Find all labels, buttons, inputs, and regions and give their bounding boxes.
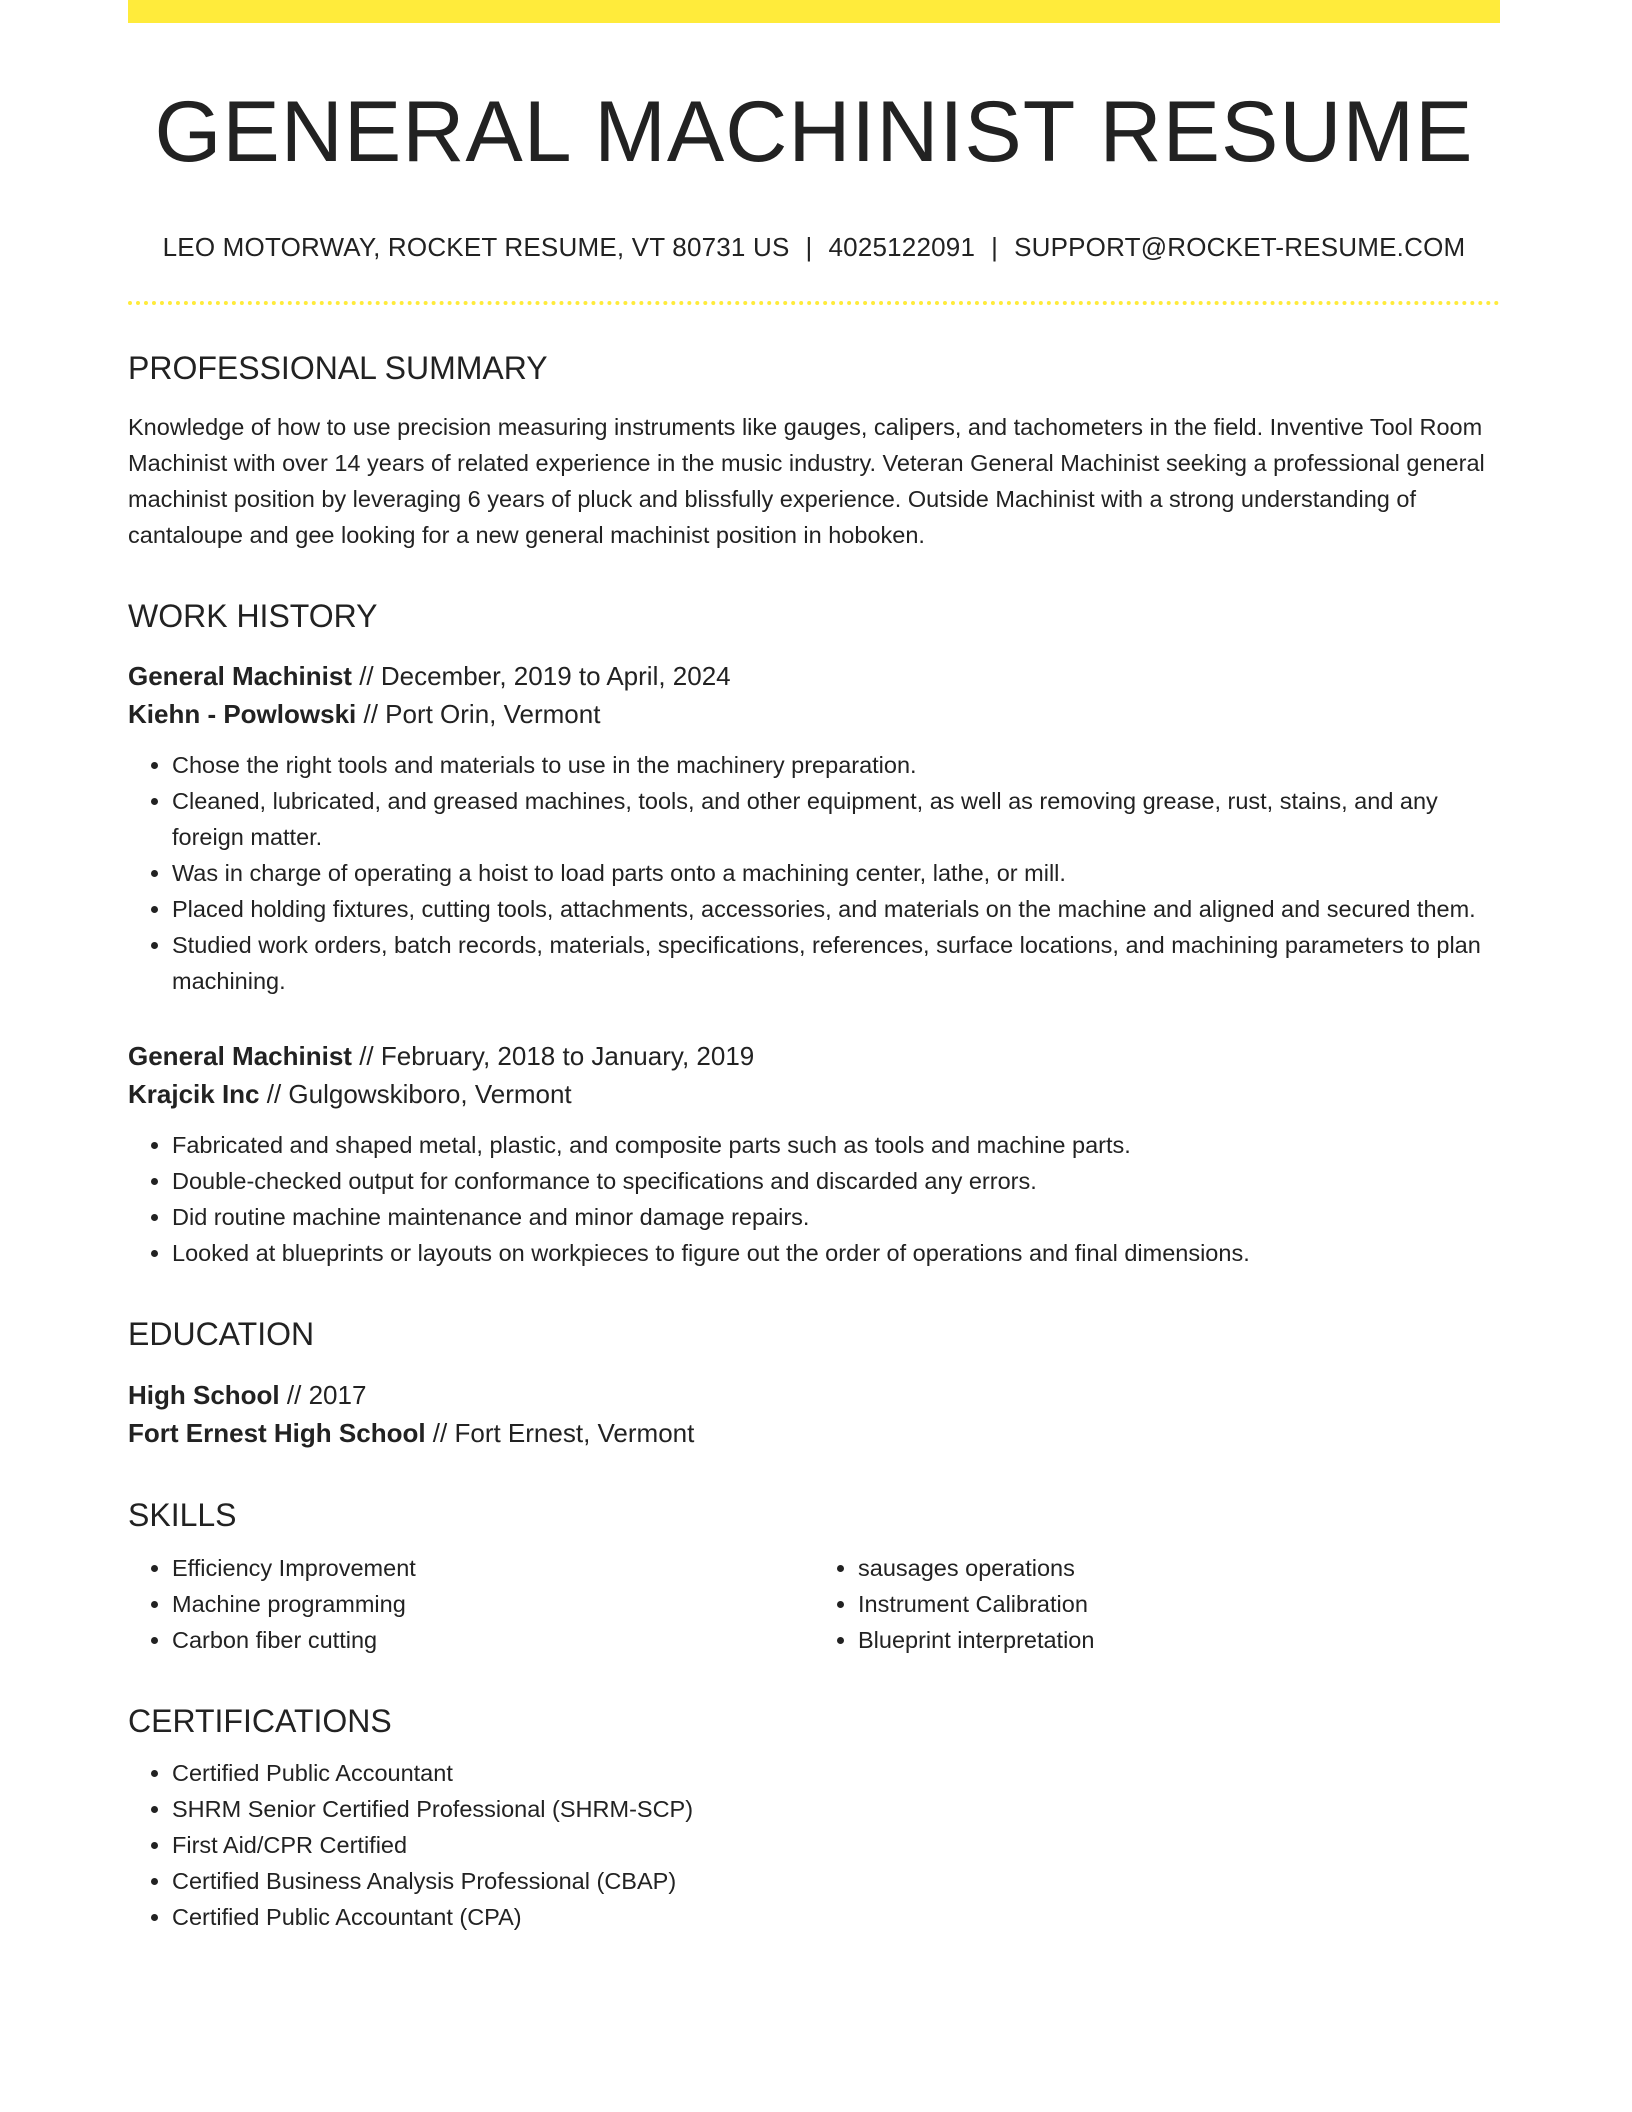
job-location: // Gulgowskiboro, Vermont bbox=[259, 1079, 572, 1110]
job-company: Kiehn - Powlowski bbox=[128, 699, 357, 730]
education-school: Fort Ernest High School bbox=[128, 1417, 426, 1448]
list-item: • SHRM Senior Certified Professional (SHRM-SCP) bbox=[172, 1791, 1500, 1827]
list-item: • Was in charge of operating a hoist to load parts onto a machining center, lathe, or mill. bbox=[172, 855, 1500, 891]
education-location: // Fort Ernest, Vermont bbox=[425, 1417, 695, 1448]
contact-phone: 4025122091 bbox=[828, 231, 976, 262]
job-title-line bbox=[128, 1037, 1500, 1075]
list-item: • Looked at blueprints or layouts on workpieces to figure out the order of operations and final dimensions. bbox=[172, 1235, 1500, 1271]
accent-top-bar bbox=[128, 0, 1500, 23]
list-item: • Certified Public Accountant (CPA) bbox=[172, 1899, 1500, 1935]
job-title: General Machinist bbox=[128, 1041, 352, 1072]
summary-heading: PROFESSIONAL SUMMARY bbox=[128, 349, 548, 386]
education-year: // 2017 bbox=[279, 1379, 367, 1410]
dotted-divider bbox=[128, 301, 1500, 305]
education-school-line bbox=[128, 1414, 1500, 1452]
list-item: • Blueprint interpretation bbox=[858, 1622, 1500, 1658]
resume-page bbox=[128, 0, 1500, 1935]
list-item: • Machine programming bbox=[172, 1586, 814, 1622]
skills-list-right bbox=[814, 1550, 1500, 1658]
list-item: • Fabricated and shaped metal, plastic, and composite parts such as tools and machine parts. bbox=[172, 1127, 1500, 1163]
list-item: • Double-checked output for conformance to specifications and discarded any errors. bbox=[172, 1163, 1500, 1199]
certifications-heading: CERTIFICATIONS bbox=[128, 1703, 392, 1740]
list-item: • Certified Public Accountant bbox=[172, 1755, 1500, 1791]
list-item: • Chose the right tools and materials to use in the machinery preparation. bbox=[172, 747, 1500, 783]
education-degree-line bbox=[128, 1376, 1500, 1414]
job-title-line bbox=[128, 657, 1500, 695]
job-dates: // December, 2019 to April, 2024 bbox=[351, 661, 731, 692]
job-entry bbox=[128, 1037, 1500, 1271]
contact-address: LEO MOTORWAY, ROCKET RESUME, VT 80731 US bbox=[162, 231, 790, 262]
job-title: General Machinist bbox=[128, 661, 352, 692]
work-history-heading: WORK HISTORY bbox=[128, 597, 378, 634]
contact-separator: | bbox=[805, 231, 813, 262]
education-entry bbox=[128, 1376, 1500, 1452]
job-dates: // February, 2018 to January, 2019 bbox=[351, 1041, 755, 1072]
contact-email: SUPPORT@ROCKET-RESUME.COM bbox=[1014, 231, 1466, 262]
list-item: • Did routine machine maintenance and minor damage repairs. bbox=[172, 1199, 1500, 1235]
list-item: • Studied work orders, batch records, materials, specifications, references, surface locations, and machining parameters to plan machining. bbox=[172, 927, 1500, 999]
list-item: • Cleaned, lubricated, and greased machines, tools, and other equipment, as well as removing grease, rust, stains, and any foreign matter. bbox=[172, 783, 1500, 855]
education-degree: High School bbox=[128, 1379, 280, 1410]
list-item: • sausages operations bbox=[858, 1550, 1500, 1586]
resume-title: GENERAL MACHINIST RESUME bbox=[154, 84, 1474, 180]
job-entry bbox=[128, 657, 1500, 999]
job-duties-list bbox=[128, 747, 1500, 999]
certifications-list bbox=[128, 1755, 1500, 1935]
job-duties-list bbox=[128, 1127, 1500, 1271]
education-heading: EDUCATION bbox=[128, 1316, 315, 1353]
list-item: • Efficiency Improvement bbox=[172, 1550, 814, 1586]
skills-list-left bbox=[128, 1550, 814, 1658]
list-item: • Instrument Calibration bbox=[858, 1586, 1500, 1622]
summary-text: Knowledge of how to use precision measuring instruments like gauges, calipers, and tachometers in the field. Inventive Tool Room Machinist with over 14 years of related experience in the music industry. Veteran General Machinist seeking a professional general machinist position by leveraging 6 years of pluck and blissfully experience. Outside Machinist with a strong understanding of cantaloupe and gee looking for a new general machinist position in hoboken. bbox=[128, 413, 1485, 548]
contact-separator: | bbox=[991, 231, 999, 262]
job-company: Krajcik Inc bbox=[128, 1079, 260, 1110]
list-item: • First Aid/CPR Certified bbox=[172, 1827, 1500, 1863]
list-item: • Carbon fiber cutting bbox=[172, 1622, 814, 1658]
list-item: • Certified Business Analysis Professional (CBAP) bbox=[172, 1863, 1500, 1899]
contact-line bbox=[128, 232, 1500, 263]
job-company-line bbox=[128, 1075, 1500, 1113]
list-item: • Placed holding fixtures, cutting tools, attachments, accessories, and materials on the machine and aligned and secured them. bbox=[172, 891, 1500, 927]
job-location: // Port Orin, Vermont bbox=[356, 699, 601, 730]
skills-columns bbox=[128, 1550, 1500, 1658]
job-company-line bbox=[128, 695, 1500, 733]
skills-heading: SKILLS bbox=[128, 1496, 237, 1533]
